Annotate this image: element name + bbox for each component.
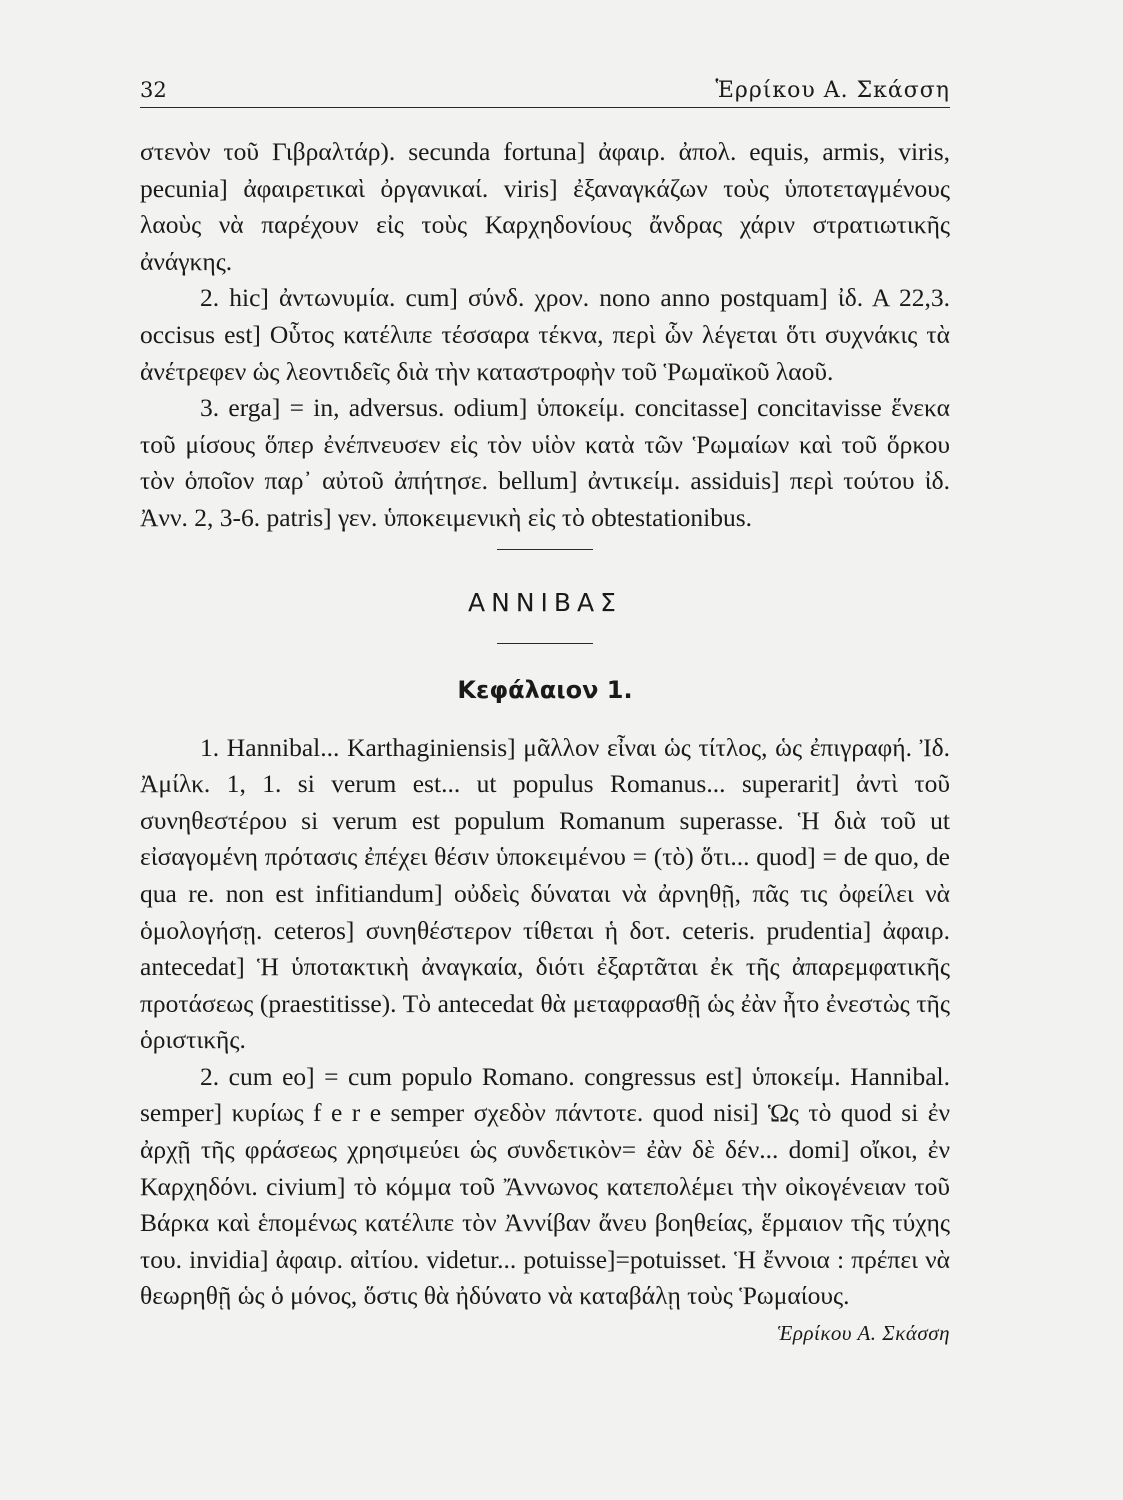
page: [140, 78, 950, 1346]
section-title: ΑΝΝΙΒΑΣ: [468, 587, 622, 617]
section-divider-bottom: [497, 643, 593, 644]
page-number: 32: [140, 78, 167, 102]
paragraph-note-2: 2. hic] ἀντωνυμία. cum] σύνδ. χρον. nono anno postquam] ἰδ. Α 22,3. occisus est] Οὗτος κατέλιπε τέσσαρα τέκνα, περὶ ὧν λέγεται ὅτι συχνάκις τὰ ἀνέτρεφεν ὡς λεοντιδεῖς διὰ τὴν καταστροφὴν τοῦ Ῥωμαϊκοῦ λαοῦ.: [140, 283, 950, 386]
chapter-title: Κεφάλαιον 1.: [457, 675, 633, 704]
footer-signature: Ἑρρίκου Α. Σκάσση: [777, 1321, 950, 1346]
chapter-text: [140, 730, 950, 1316]
running-header: [140, 78, 950, 108]
section-divider-top: [497, 549, 593, 550]
body-text: [140, 134, 950, 537]
paragraph-chapter-note-2: 2. cum eo] = cum populo Romano. congressus est] ὑποκείμ. Hannibal. semper] κυρίως f e r e semper σχεδὸν πάντοτε. quod nisi] Ὡς τὸ quod si ἐν ἀρχῇ τῆς φράσεως χρησιμεύει ὡς συνδετικὸν= ἐὰν δὲ δέν... domi] οἴκοι, ἐν Καρχηδόνι. civium] τὸ κόμμα τοῦ Ἄννωνος κατεπολέμει τὴν οἰκογένειαν τοῦ Βάρκα καὶ ἑπομένως κατέλιπε τὸν Ἀννίβαν ἄνευ βοηθείας, ἕρμαιον τῆς τύχης του. invidia] ἀφαιρ. αἰτίου. videtur... potuisse]=potuisset. Ἡ ἔννοια : πρέπει νὰ θεωρηθῇ ὡς ὁ μόνος, ὅστις θὰ ἠδύνατο νὰ καταβάλῃ τοὺς Ῥωμαίους.: [140, 1061, 950, 1311]
paragraph-chapter-note-1: 1. Hannibal... Karthaginiensis] μᾶλλον εἶναι ὡς τίτλος, ὡς ἐπιγραφή. Ἰδ. Ἀμίλκ. 1, 1. si verum est... ut populus Romanus... superarit] ἀντὶ τοῦ συνηθεστέρου si verum est populum Romanum superasse. Ἡ διὰ τοῦ ut εἰσαγομένη πρότασις ἐπέχει θέσιν ὑποκειμένου = (τὸ) ὅτι... quod] = de quo, de qua re. non est infitiandum] οὐδεὶς δύναται νὰ ἀρνηθῇ, πᾶς τις ὀφείλει νὰ ὁμολογήσῃ. ceteros] συνηθέστερον τίθεται ἡ δοτ. ceteris. prudentia] ἀφαιρ. antecedat] Ἡ ὑποτακτικὴ ἀναγκαία, διότι ἐξαρτᾶται ἐκ τῆς ἀπαρεμφατικῆς προτάσεως (praestitisse). Τὸ antecedat θὰ μεταφρασθῇ ὡς ἐὰν ἦτο ἐνεστὼς τῆς ὁριστικῆς.: [140, 732, 950, 1055]
paragraph-continuation: στενὸν τοῦ Γιβραλτάρ). secunda fortuna] ἀφαιρ. ἀπολ. equis, armis, viris, pecunia] ἀφαιρετικαὶ ὀργανικαί. viris] ἐξαναγκάζων τοὺς ὑποτεταγμένους λαοὺς νὰ παρέχουν εἰς τοὺς Καρχηδονίους ἄνδρας χάριν στρατιωτικῆς ἀνάγκης.: [140, 137, 950, 276]
paragraph-note-3: 3. erga] = in, adversus. odium] ὑποκείμ. concitasse] concitavisse ἕνεκα τοῦ μίσους ὅπερ ἐνέπνευσεν εἰς τὸν υἱὸν κατὰ τῶν Ῥωμαίων καὶ τοῦ ὅρκου τὸν ὁποῖον παρ᾽ αὐτοῦ ἀπήτησε. bellum] ἀντικείμ. assiduis] περὶ τούτου ἰδ. Ἀνν. 2, 3-6. patris] γεν. ὑποκειμενικὴ εἰς τὸ obtestationibus.: [140, 393, 950, 532]
running-header-author: Ἑρρίκου Α. Σκάσση: [715, 78, 950, 103]
